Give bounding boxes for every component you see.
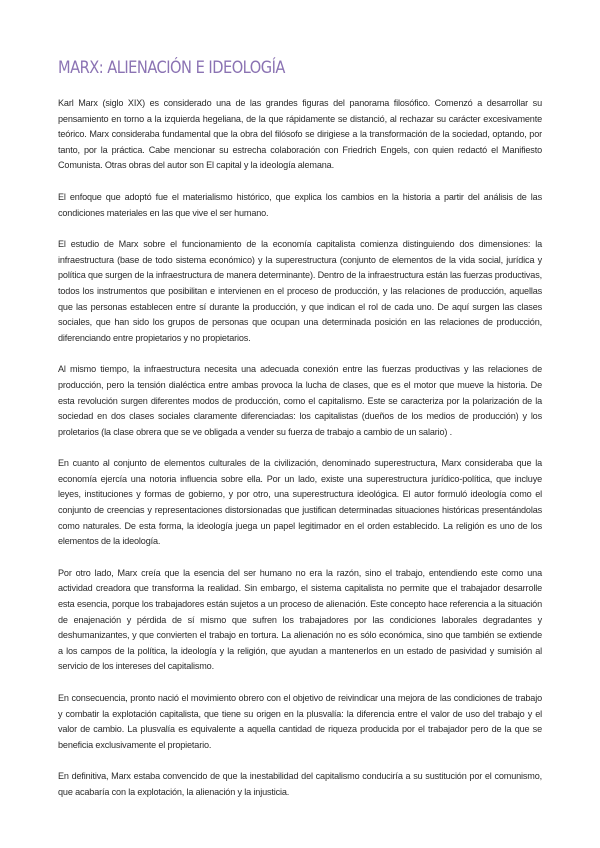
document-title: MARX: ALIENACIÓN E IDEOLOGÍA xyxy=(58,58,285,78)
paragraph-3: El estudio de Marx sobre el funcionamiento de la economía capitalista comienza distinguiendo dos dimensiones: la infraestructura (base de todo sistema económico) y la superestructura (conjunto de elementos de la vida social, jurídica y política que surgen de la infraestructura de manera determinante). Dentro de la infraestructura están las fuerzas productivas, todos los instrumentos que posibilitan e intervienen en el proceso de producción, y las relaciones de producción, aquellas que las personas establecen entre sí durante la producción, y que indican el rol de cada uno. De aquí surgen las clases sociales, que han sido los grupos de personas que ocupan una determinada posición en las relaciones de producción, diferenciando entre propietarios y no propietarios. xyxy=(58,239,542,343)
paragraph-6: Por otro lado, Marx creía que la esencia del ser humano no era la razón, sino el trabajo, entendiendo este como una actividad creadora que transforma la realidad. Sin embargo, el sistema capitalista no permite que el trabajador desarrolle esta esencia, porque los trabajadores están sujetos a un proceso de alienación. Este concepto hace referencia a la situación de enajenación y pérdida de sí mismo que sufren los trabajadores por las condiciones laborales degradantes y deshumanizantes, y que convierten el trabajo en tortura. La alienación no es sólo económica, sino que también se extiende a los campos de la política, la ideología y la religión, que ayudan a mantenerlos en un estado de pasividad y sumisión al servicio de los intereses del capitalismo. xyxy=(58,567,542,672)
paragraph-2: El enfoque que adoptó fue el materialismo histórico, que explica los cambios en la historia a partir del análisis de las condiciones materiales en las que vive el ser humano. xyxy=(58,191,542,218)
paragraph-7: En consecuencia, pronto nació el movimiento obrero con el objetivo de reivindicar una mejora de las condiciones de trabajo y combatir la explotación capitalista, que tiene su origen en la plusvalía: la diferencia entre el valor de uso del trabajo y el valor de cambio. La plusvalía es equivalente a aquella cantidad de riqueza producida por el trabajador pero de la que se beneficia exclusivamente el propietario. xyxy=(58,693,542,750)
paragraph-8: En definitiva, Marx estaba convencido de que la inestabilidad del capitalismo conduciría a su sustitución por el comunismo, que acabaría con la explotación, la alienación y la injusticia. xyxy=(58,771,542,797)
paragraph-4: Al mismo tiempo, la infraestructura necesita una adecuada conexión entre las fuerzas productivas y las relaciones de producción, pero la tensión dialéctica entre ambas provoca la lucha de clases, que es el motor que mueve la historia. De esta revolución surgen diferentes modos de producción, como el capitalismo. Este se caracteriza por la polarización de la sociedad en dos clases sociales claramente diferenciadas: los capitalistas (dueños de los medios de producción) y los proletarios (la clase obrera que se ve obligada a vender su fuerza de trabajo a cambio de un salario) . xyxy=(58,364,542,437)
paragraph-1: Karl Marx (siglo XIX) es considerado una de las grandes figuras del panorama filosófico. Comenzó a desarrollar su pensamiento en torno a la izquierda hegeliana, de la que rápidamente se distanció, al rechazar su carácter excesivamente teórico. Marx consideraba fundamental que la obra del filósofo se dirigiese a la transformación de la sociedad, optando, por tanto, por la práctica. Cabe mencionar su estrecha colaboración con Friedrich Engels, con quien redactó el Manifiesto Comunista. Otras obras del autor son El capital y la ideología alemana. xyxy=(58,98,542,171)
paragraph-5: En cuanto al conjunto de elementos culturales de la civilización, denominado superestructura, Marx consideraba que la economía ejercía una notoria influencia sobre ella. Por un lado, existe una superestructura jurídico-política, que incluye leyes, instituciones y formas de gobierno, y por otro, una superestructura ideológica. El autor formuló ideología como el conjunto de creencias y representaciones distorsionadas que justifican determinadas situaciones históricas presentándolas como naturales. De esta forma, la ideología juega un papel legitimador en el orden establecido. La religión es uno de los elementos de la ideología. xyxy=(58,458,542,547)
document-body xyxy=(58,96,542,817)
